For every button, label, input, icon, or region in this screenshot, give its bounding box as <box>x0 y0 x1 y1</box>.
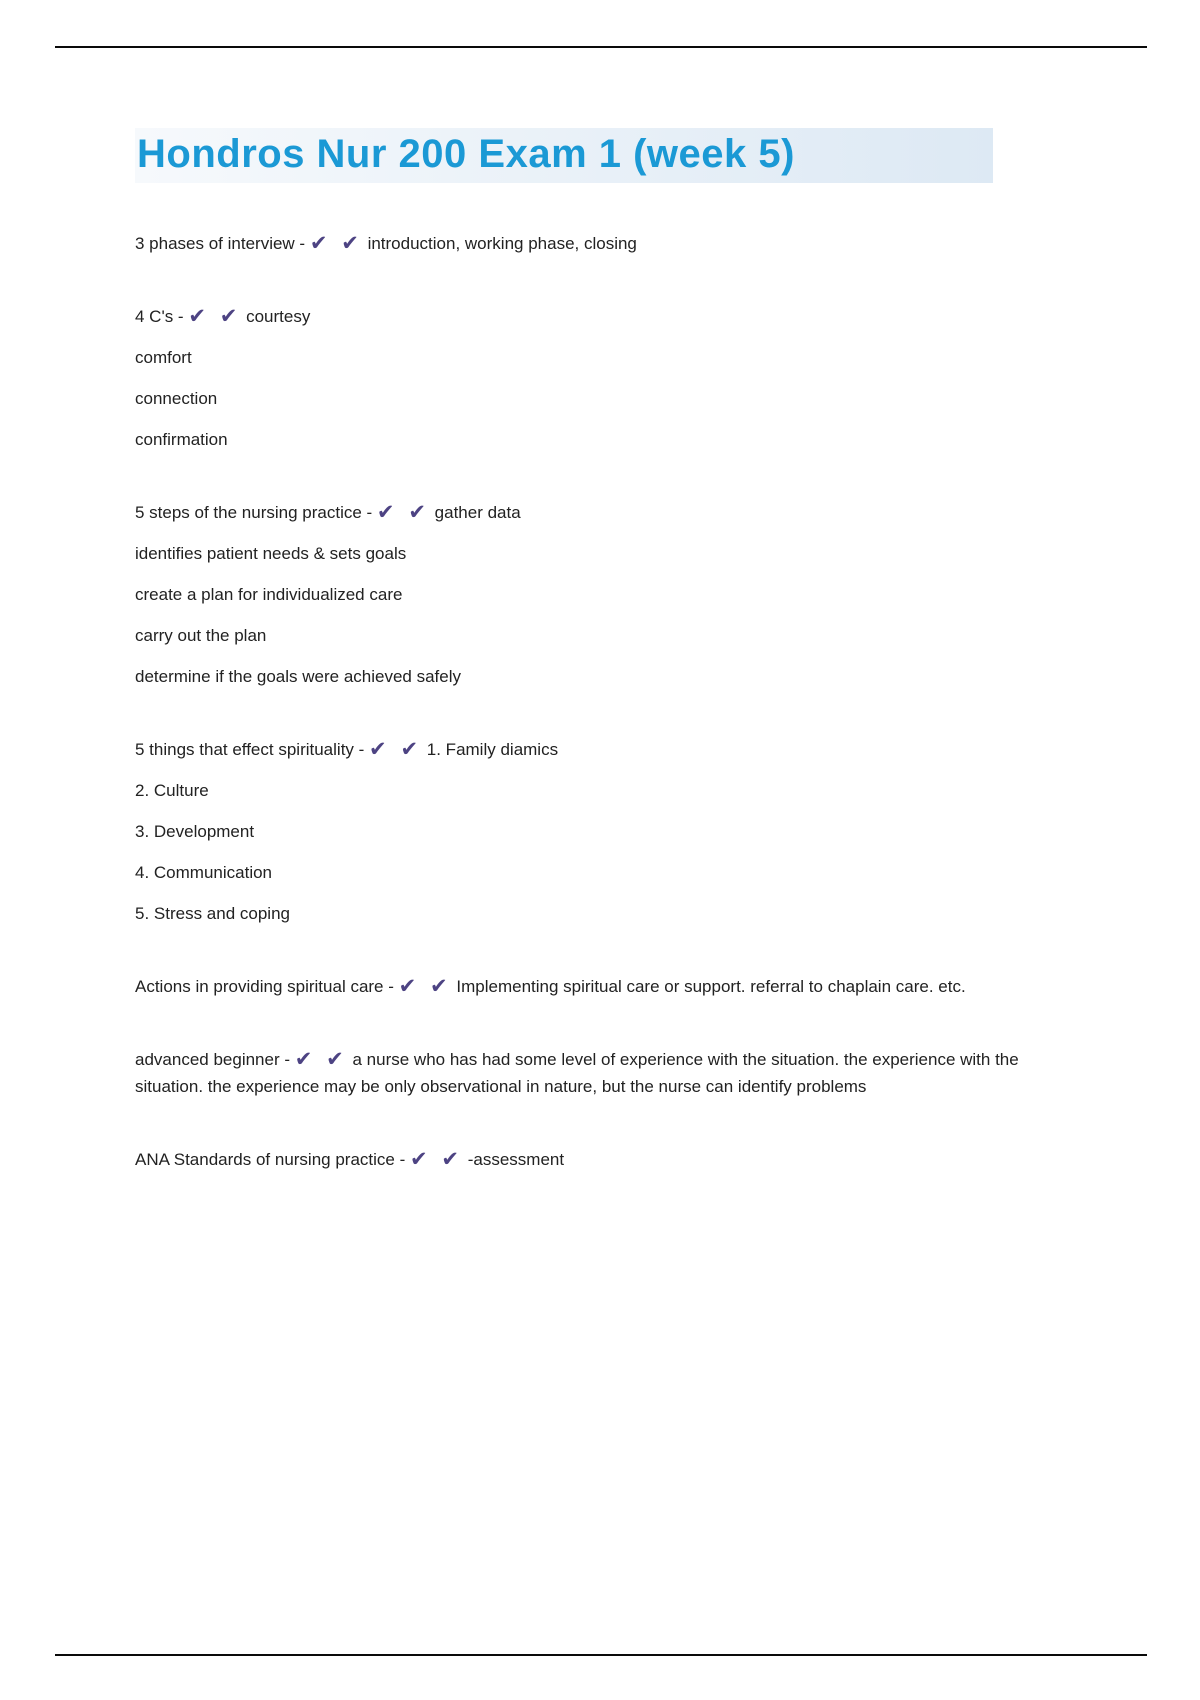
page-title: Hondros Nur 200 Exam 1 (week 5) <box>135 128 993 183</box>
question-text: ANA Standards of nursing practice - <box>135 1150 410 1169</box>
qa-question-answer-line <box>135 498 1070 526</box>
answer-extra-line: connection <box>135 389 218 408</box>
answer-extra-line: carry out the plan <box>135 626 267 645</box>
double-check-icon: ✔ ✔ <box>188 305 242 328</box>
answer-extra-line: comfort <box>135 348 192 367</box>
qa-list <box>135 229 1070 1173</box>
question-text: advanced beginner - <box>135 1050 295 1069</box>
qa-question-answer-line <box>135 229 1070 257</box>
answer-text: gather data <box>429 503 521 522</box>
answer-text: courtesy <box>241 307 311 326</box>
double-check-icon: ✔ ✔ <box>398 975 452 998</box>
double-check-icon: ✔ ✔ <box>376 501 430 524</box>
answer-extra-line: 4. Communication <box>135 863 273 882</box>
qa-item <box>135 302 1070 453</box>
answer-extra-line: identifies patient needs & sets goals <box>135 544 407 563</box>
document-content <box>135 128 1070 1218</box>
qa-item <box>135 1045 1070 1100</box>
answer-text: -assessment <box>463 1150 565 1169</box>
qa-item <box>135 1145 1070 1173</box>
double-check-icon: ✔ ✔ <box>409 1148 464 1171</box>
qa-item <box>135 735 1070 927</box>
question-text: 5 steps of the nursing practice - <box>135 503 377 522</box>
answer-extra-line: 3. Development <box>135 822 255 841</box>
qa-question-answer-line <box>135 735 1070 763</box>
qa-question-answer-line <box>135 1045 1070 1100</box>
qa-item <box>135 498 1070 690</box>
qa-question-answer-line <box>135 972 1070 1000</box>
answer-text: 1. Family diamics <box>422 740 559 759</box>
answer-extra-line: confirmation <box>135 430 228 449</box>
answer-extra-line: 5. Stress and coping <box>135 904 290 923</box>
qa-question-answer-line <box>135 302 1070 330</box>
question-text: 4 C's - <box>135 307 189 326</box>
bottom-rule <box>55 1654 1147 1656</box>
double-check-icon: ✔ ✔ <box>369 738 423 761</box>
answer-extra-line: create a plan for individualized care <box>135 585 403 604</box>
double-check-icon: ✔ ✔ <box>294 1048 348 1071</box>
question-text: 3 phases of interview - <box>135 234 310 253</box>
answer-text: a nurse who has had some level of experience with the situation. the experience with the situation. the experience may be only observational in nature, but the nurse can identify problems <box>135 1050 1019 1096</box>
qa-question-answer-line <box>135 1145 1070 1173</box>
answer-extra-line: determine if the goals were achieved safely <box>135 667 462 686</box>
qa-item <box>135 229 1070 257</box>
double-check-icon: ✔ ✔ <box>309 232 363 255</box>
answer-text: Implementing spiritual care or support. referral to chaplain care. etc. <box>451 977 966 996</box>
answer-text: introduction, working phase, closing <box>362 234 637 253</box>
question-text: Actions in providing spiritual care - <box>135 977 399 996</box>
top-rule <box>55 46 1147 48</box>
qa-item <box>135 972 1070 1000</box>
question-text: 5 things that effect spirituality - <box>135 740 370 759</box>
answer-extra-line: 2. Culture <box>135 781 209 800</box>
